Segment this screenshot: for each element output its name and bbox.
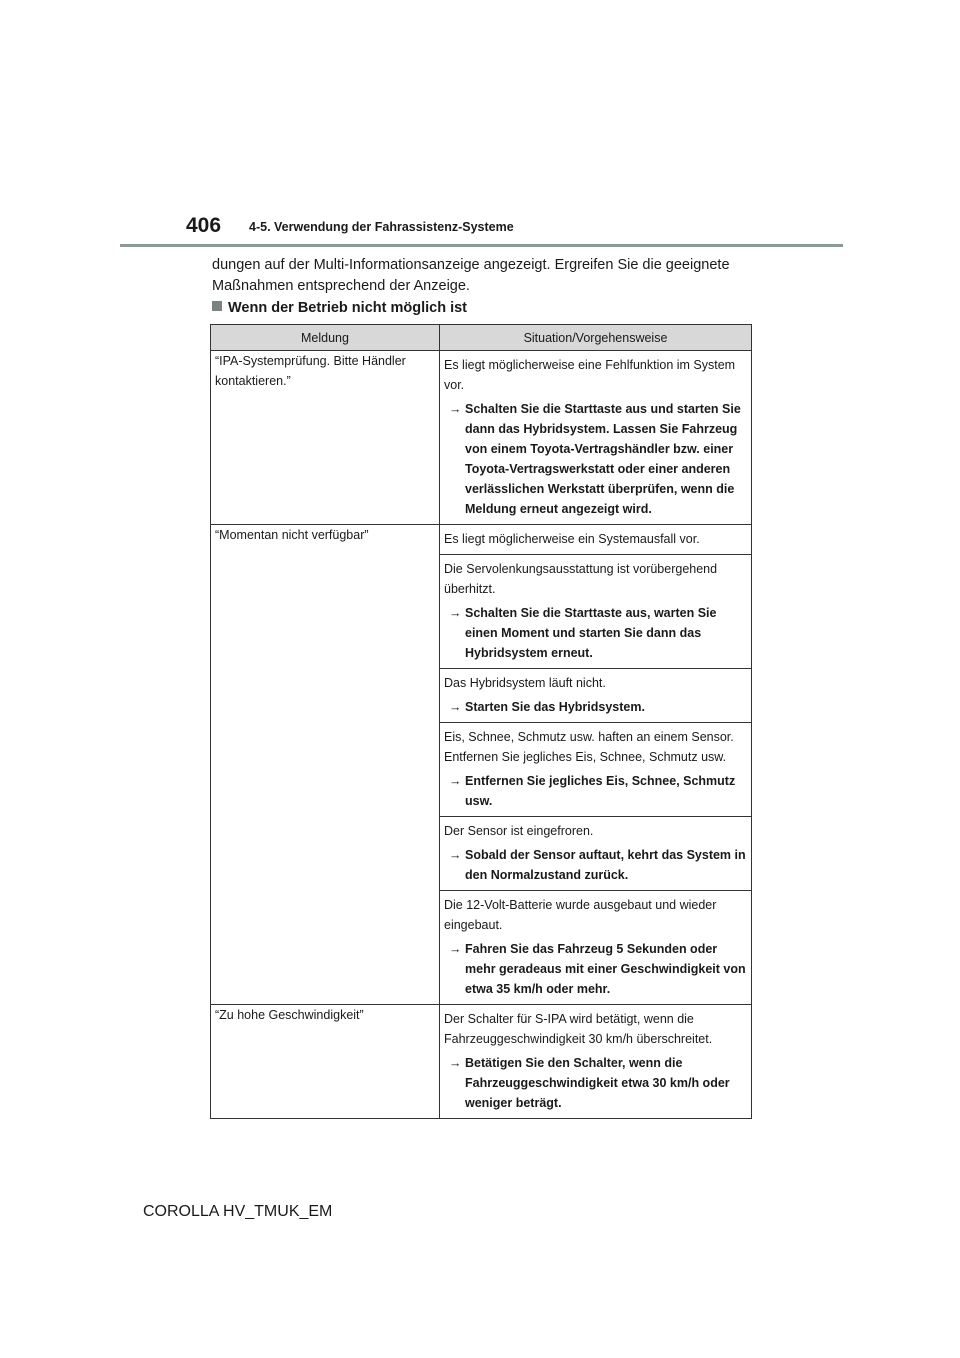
message-cell: “Zu hohe Geschwindigkeit” bbox=[211, 1005, 440, 1119]
message-cell: “Momentan nicht verfügbar” bbox=[211, 525, 440, 1005]
situation-cell bbox=[440, 669, 752, 723]
situation-cell bbox=[440, 351, 752, 525]
situation-text: Der Schalter für S-IPA wird betätigt, wenn die Fahrzeuggeschwindigkeit 30 km/h überschreitet. bbox=[444, 1012, 713, 1046]
arrow-right-icon: → bbox=[449, 1056, 462, 1070]
arrow-right-icon: → bbox=[449, 774, 462, 788]
message-cell: “IPA-Systemprüfung. Bitte Händler kontaktieren.” bbox=[211, 351, 440, 525]
section-title: 4-5. Verwendung der Fahrassistenz-Systeme bbox=[249, 220, 514, 234]
action-text: Sobald der Sensor auftaut, kehrt das System in den Normalzustand zurück. bbox=[465, 848, 746, 882]
situation-text: Es liegt möglicherweise eine Fehlfunktion im System vor. bbox=[444, 358, 736, 392]
action-item bbox=[444, 771, 747, 811]
intro-paragraph: dungen auf der Multi-Informationsanzeige angezeigt. Ergreifen Sie die geeignete Maßnahmen entsprechend der Anzeige. bbox=[212, 257, 730, 294]
situation-cell bbox=[440, 555, 752, 669]
action-item bbox=[444, 1053, 747, 1113]
action-text: Entfernen Sie jegliches Eis, Schnee, Schmutz usw. bbox=[465, 774, 736, 808]
situation-text: Es liegt möglicherweise ein Systemausfall vor. bbox=[444, 532, 700, 546]
situation-text: Eis, Schnee, Schmutz usw. haften an einem Sensor. Entfernen Sie jegliches Eis, Schnee, Schmutz usw. bbox=[444, 730, 734, 764]
situation-cell bbox=[440, 723, 752, 817]
situation-text: Das Hybridsystem läuft nicht. bbox=[444, 676, 606, 690]
table-row bbox=[211, 351, 752, 525]
action-item bbox=[444, 845, 747, 885]
action-text: Betätigen Sie den Schalter, wenn die Fahrzeuggeschwindigkeit etwa 30 km/h oder weniger beträgt. bbox=[465, 1056, 730, 1110]
situation-cell bbox=[440, 525, 752, 555]
arrow-right-icon: → bbox=[449, 606, 462, 620]
subheading-text: Wenn der Betrieb nicht möglich ist bbox=[228, 300, 468, 316]
page-number: 406 bbox=[186, 214, 222, 237]
action-item bbox=[444, 697, 747, 717]
arrow-right-icon: → bbox=[449, 700, 462, 714]
header-divider bbox=[120, 244, 843, 247]
table-row bbox=[211, 1005, 752, 1119]
column-header-message: Meldung bbox=[211, 325, 440, 351]
action-item bbox=[444, 939, 747, 999]
column-header-situation: Situation/Vorgehensweise bbox=[440, 325, 752, 351]
arrow-right-icon: → bbox=[449, 848, 462, 862]
situation-text: Die 12-Volt-Batterie wurde ausgebaut und wieder eingebaut. bbox=[444, 898, 717, 932]
action-text: Schalten Sie die Starttaste aus und starten Sie dann das Hybridsystem. Lassen Sie Fahrzeug von einem Toyota-Vertragshändler bzw. einer Toyota-Vertragswerkstatt oder einer anderen verlässlichen Werkstatt überprüfen, wenn die Meldung erneut angezeigt wird. bbox=[465, 402, 741, 516]
situation-text: Die Servolenkungsausstattung ist vorübergehend überhitzt. bbox=[444, 562, 718, 596]
footer-label: COROLLA HV_TMUK_EM bbox=[143, 1203, 333, 1220]
arrow-right-icon: → bbox=[449, 942, 462, 956]
subheading bbox=[212, 300, 467, 316]
situation-text: Der Sensor ist eingefroren. bbox=[444, 824, 594, 838]
table-header-row bbox=[211, 325, 752, 351]
action-text: Schalten Sie die Starttaste aus, warten Sie einen Moment und starten Sie dann das Hybridsystem erneut. bbox=[465, 606, 717, 660]
situation-cell bbox=[440, 1005, 752, 1119]
action-text: Starten Sie das Hybridsystem. bbox=[465, 700, 645, 714]
situation-cell bbox=[440, 891, 752, 1005]
square-bullet-icon bbox=[212, 301, 222, 311]
table-row bbox=[211, 525, 752, 555]
action-item bbox=[444, 399, 747, 519]
situation-cell bbox=[440, 817, 752, 891]
table-body bbox=[211, 351, 752, 1119]
action-item bbox=[444, 603, 747, 663]
action-text: Fahren Sie das Fahrzeug 5 Sekunden oder mehr geradeaus mit einer Geschwindigkeit von etwa 35 km/h oder mehr. bbox=[465, 942, 746, 996]
message-table bbox=[210, 324, 752, 1119]
arrow-right-icon: → bbox=[449, 402, 462, 416]
